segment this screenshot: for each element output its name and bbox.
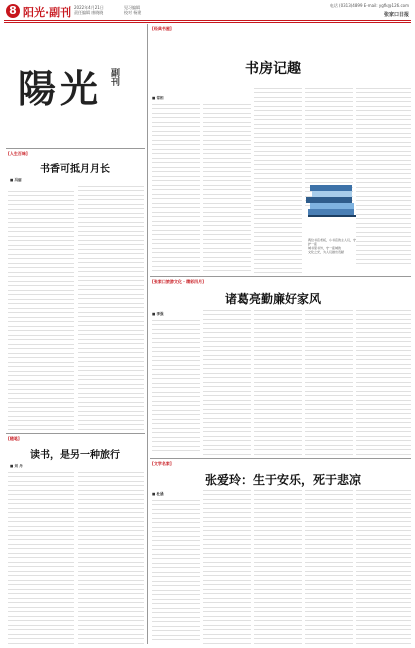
books-icon xyxy=(300,165,360,225)
text-lines xyxy=(254,490,302,644)
text-lines xyxy=(254,88,302,274)
article-body xyxy=(152,320,200,455)
divider xyxy=(150,458,411,459)
article-title: 书房记趣 xyxy=(245,61,301,77)
books-illustration xyxy=(300,165,360,225)
header-meta-left: 2022年4月21日 责任编辑 康晓晓 xyxy=(74,5,104,15)
article-body xyxy=(254,490,302,644)
article-body xyxy=(8,472,74,644)
article-body xyxy=(203,104,251,274)
text-lines xyxy=(152,500,200,644)
article-title: 书香可抵月月长 xyxy=(40,164,110,175)
article-tag: [人生百味] xyxy=(8,151,28,156)
article-body xyxy=(78,472,144,644)
text-lines xyxy=(356,310,411,455)
header-contact: 电话 (0313)4899 E-mail: ygfk@126.com xyxy=(329,3,409,8)
text-lines xyxy=(78,472,144,644)
text-lines xyxy=(8,191,74,432)
article-title: 读书，是另一种旅行 xyxy=(30,450,120,461)
article-body xyxy=(305,310,353,455)
article-tag: [张家口旅游文化 · 精彩四月] xyxy=(152,279,204,284)
illustration-caption: 两位书店老板，小书店的主人们，守护一座 城书里书外，守一座城的 文化之光，为人们做出贡献 xyxy=(308,238,357,254)
text-lines xyxy=(8,472,74,644)
text-lines xyxy=(78,186,144,431)
article-body xyxy=(356,310,411,455)
text-lines xyxy=(152,320,200,455)
article-body xyxy=(152,500,200,644)
article-title: 诸葛亮勤廉好家风 xyxy=(225,292,322,306)
article-tag: [文学名家] xyxy=(152,461,172,466)
article-body xyxy=(8,186,74,431)
divider xyxy=(6,433,145,434)
article-body xyxy=(78,186,144,431)
article-body xyxy=(305,490,353,644)
article-body xyxy=(203,310,251,455)
article-title: 张爱玲：生于安乐，死于悲凉 xyxy=(205,473,362,487)
divider xyxy=(6,148,145,149)
article-author: ■ 常相 xyxy=(152,96,164,100)
header-meta-editors: 见习编辑 校对 杨建 xyxy=(124,5,142,15)
article-tag: [经典书屋] xyxy=(152,26,172,31)
article-body xyxy=(356,490,411,644)
text-lines xyxy=(203,490,251,644)
article-body xyxy=(254,310,302,455)
header-rule-thin xyxy=(4,22,411,23)
column-divider xyxy=(147,24,148,644)
text-lines xyxy=(203,104,251,274)
newspaper-brand: 张家口日报 xyxy=(383,12,409,18)
section-title: 阳光·副刊 xyxy=(23,6,72,19)
text-lines xyxy=(203,310,251,455)
article-author: ■ 杜涵 xyxy=(152,492,164,496)
header-rule xyxy=(4,20,411,21)
article-author: ■ 季强 xyxy=(152,312,164,316)
page-header xyxy=(4,3,411,19)
page-number-badge: 8 xyxy=(6,4,20,18)
article-author: ■ 冯丽 xyxy=(10,178,22,182)
article-body xyxy=(152,104,200,274)
article-body xyxy=(254,88,302,274)
logo-title: 陽光 xyxy=(18,66,103,111)
article-body xyxy=(356,88,411,268)
text-lines xyxy=(305,310,353,455)
text-lines xyxy=(305,490,353,644)
article-author: ■ 刘 丹 xyxy=(10,464,23,468)
article-tag: [随笔] xyxy=(8,436,20,441)
text-lines xyxy=(356,88,411,268)
text-lines xyxy=(254,310,302,455)
text-lines xyxy=(356,490,411,644)
article-body xyxy=(203,490,251,644)
logo-subtitle: 副刊 xyxy=(109,68,119,86)
divider xyxy=(150,276,411,277)
column-logo xyxy=(18,48,138,128)
text-lines xyxy=(152,104,200,274)
